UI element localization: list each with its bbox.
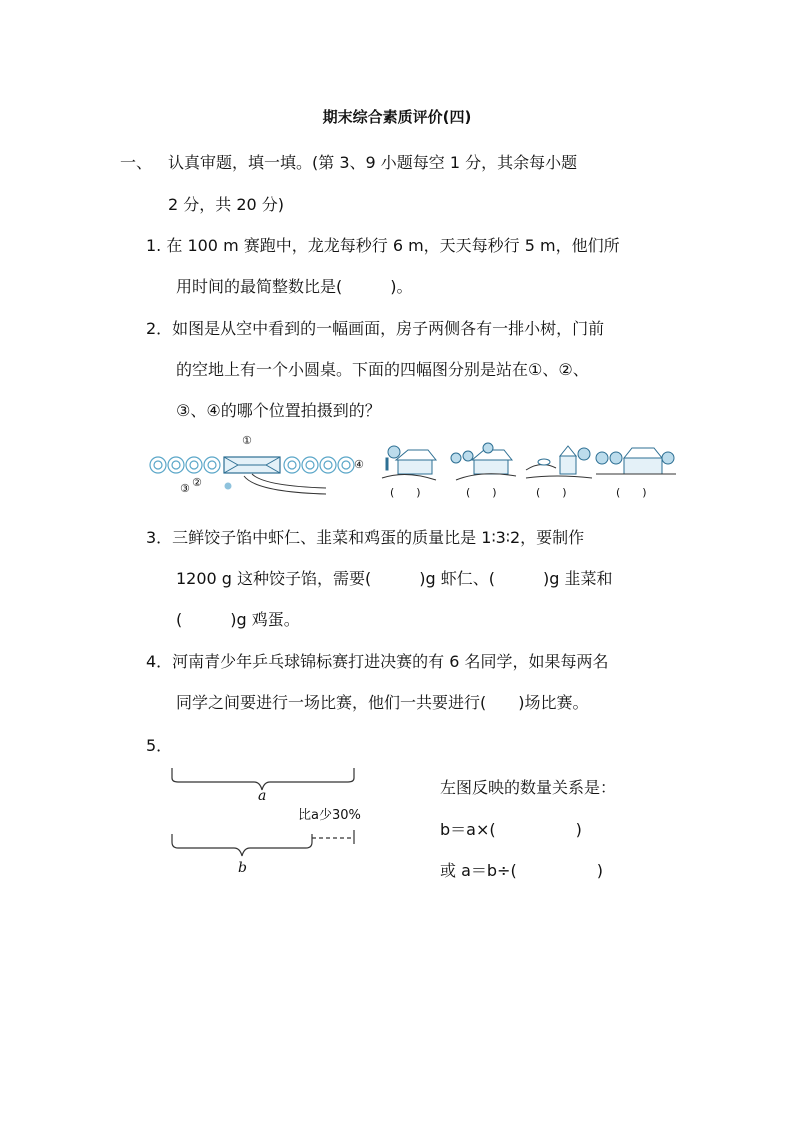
section-instruction-line1: 认真审题，填一填。(第 3、9 小题每空 1 分，其余每小题 <box>168 153 578 172</box>
q1-line2: 用时间的最简整数比是( )。 <box>176 277 413 296</box>
answer-blank-2[interactable]: ( ) <box>466 486 497 499</box>
q2-line1: 2．如图是从空中看到的一幅画面，房子两侧各有一排小树，门前 <box>146 319 605 338</box>
position-label-1: ① <box>242 434 252 447</box>
label-b: b <box>238 860 247 876</box>
photo-4 <box>596 448 676 474</box>
round-table <box>225 483 232 490</box>
q1-line1: 1. 在 100 m 赛跑中，龙龙每秒行 6 m，天天每秒行 5 m，他们所 <box>146 236 620 255</box>
position-label-4: ④ <box>354 458 364 471</box>
q5-text1: 左图反映的数量关系是： <box>440 778 617 797</box>
photo-3 <box>526 446 592 478</box>
q3-line2: 1200 g 这种饺子馅，需要( )g 虾仁、( )g 韭菜和 <box>176 569 613 588</box>
label-a: a <box>258 788 267 804</box>
q2-figure <box>146 434 676 500</box>
answer-blank-3[interactable]: ( ) <box>536 486 567 499</box>
answer-blank-4[interactable]: ( ) <box>616 486 647 499</box>
photo-2 <box>451 443 516 480</box>
q5-segment-diagram <box>168 764 378 879</box>
section-instruction-line2: 2 分，共 20 分) <box>168 195 285 214</box>
position-label-3: ③ <box>180 482 190 495</box>
tree-row-left <box>150 457 220 473</box>
q3-line1: 3．三鲜饺子馅中虾仁、韭菜和鸡蛋的质量比是 1∶3∶2，要制作 <box>146 528 585 547</box>
q3-line3: ( )g 鸡蛋。 <box>176 610 300 629</box>
q2-line3: ③、④的哪个位置拍摄到的？ <box>176 401 381 420</box>
q5-number: 5． <box>146 736 173 755</box>
brace-b <box>172 834 312 856</box>
house-top-view <box>224 457 280 473</box>
tree-row-right <box>284 457 354 473</box>
q4-line2: 同学之间要进行一场比赛，他们一共要进行( )场比赛。 <box>176 693 589 712</box>
q2-line2: 的空地上有一个小圆桌。下面的四幅图分别是站在①、②、 <box>176 360 589 379</box>
annotation-less-30pct: 比a少30% <box>298 808 361 823</box>
q4-line1: 4．河南青少年乒乓球锦标赛打进决赛的有 6 名同学，如果每两名 <box>146 652 609 671</box>
position-label-2: ② <box>192 476 202 489</box>
photo-1 <box>382 446 436 480</box>
page-title: 期末综合素质评价(四) <box>322 108 472 126</box>
section-marker: 一、 <box>120 153 153 172</box>
brace-a <box>172 768 354 790</box>
q5-text3: 或 a＝b÷( ) <box>440 861 603 880</box>
answer-blank-1[interactable]: ( ) <box>390 486 421 499</box>
q5-text2: b＝a×( ) <box>440 820 582 839</box>
